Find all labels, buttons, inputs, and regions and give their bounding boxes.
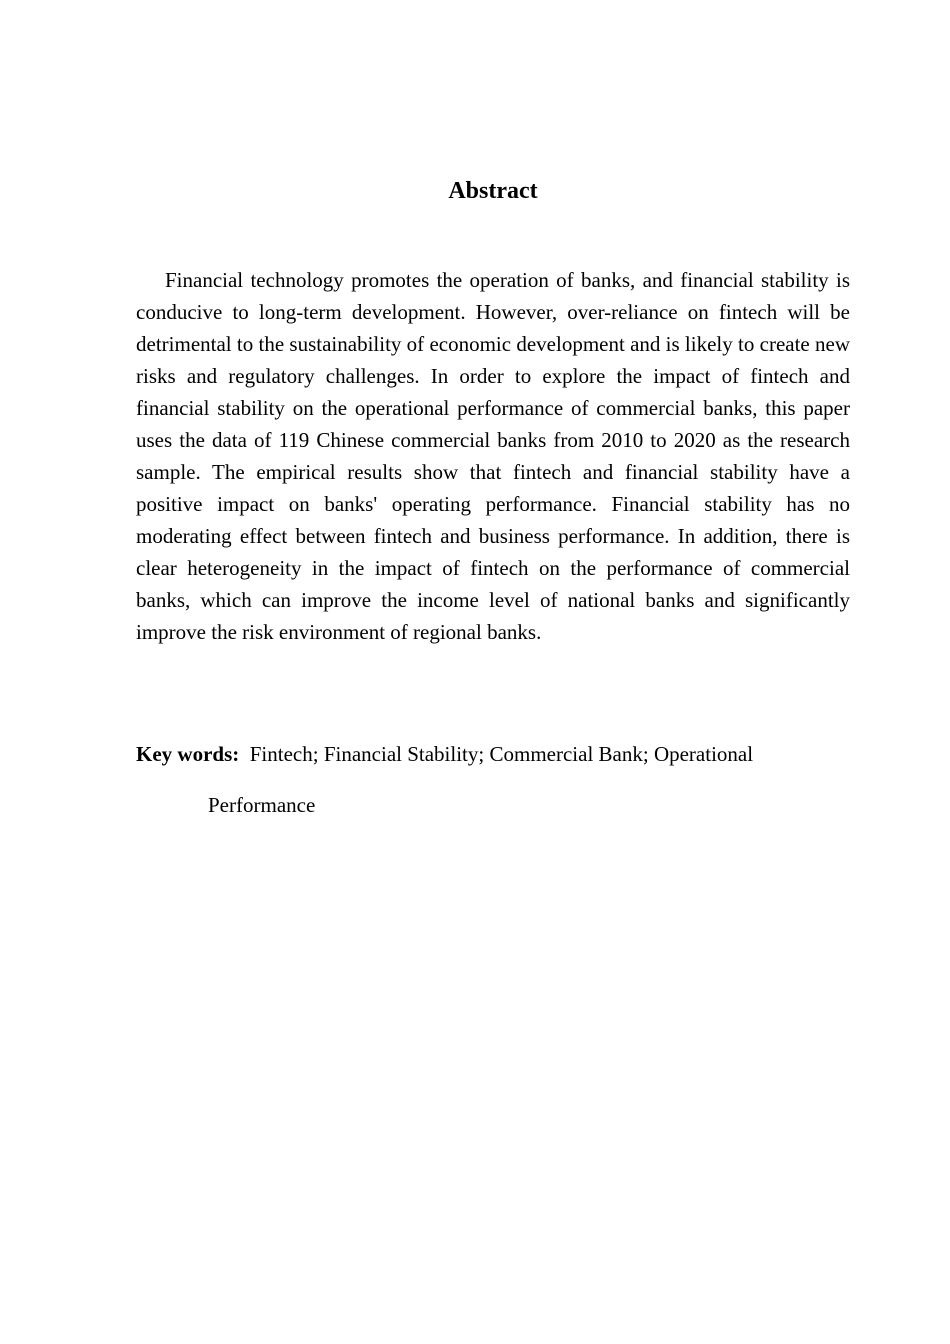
keywords-continuation: Performance: [208, 793, 316, 817]
abstract-paragraph: Financial technology promotes the operation of banks, and financial stability is conducive to long-term development. However, over-reliance on fintech will be detrimental to the sustainability of economic development and is likely to create new risks and regulatory challenges. In order to explore the impact of fintech and financial stability on the operational performance of commercial banks, this paper uses the data of 119 Chinese commercial banks from 2010 to 2020 as the research sample. The empirical results show that fintech and financial stability have a positive impact on banks' operating performance. Financial stability has no moderating effect between fintech and business performance. In addition, there is clear heterogeneity in the impact of fintech on the performance of commercial banks, which can improve the income level of national banks and significantly improve the risk environment of regional banks.: [136, 268, 850, 644]
abstract-title: Abstract: [448, 178, 538, 204]
keywords-label: Key words:: [136, 742, 240, 766]
keywords-list: Fintech; Financial Stability; Commercial Bank; Operational: [249, 742, 754, 766]
keywords-line: [136, 738, 850, 770]
